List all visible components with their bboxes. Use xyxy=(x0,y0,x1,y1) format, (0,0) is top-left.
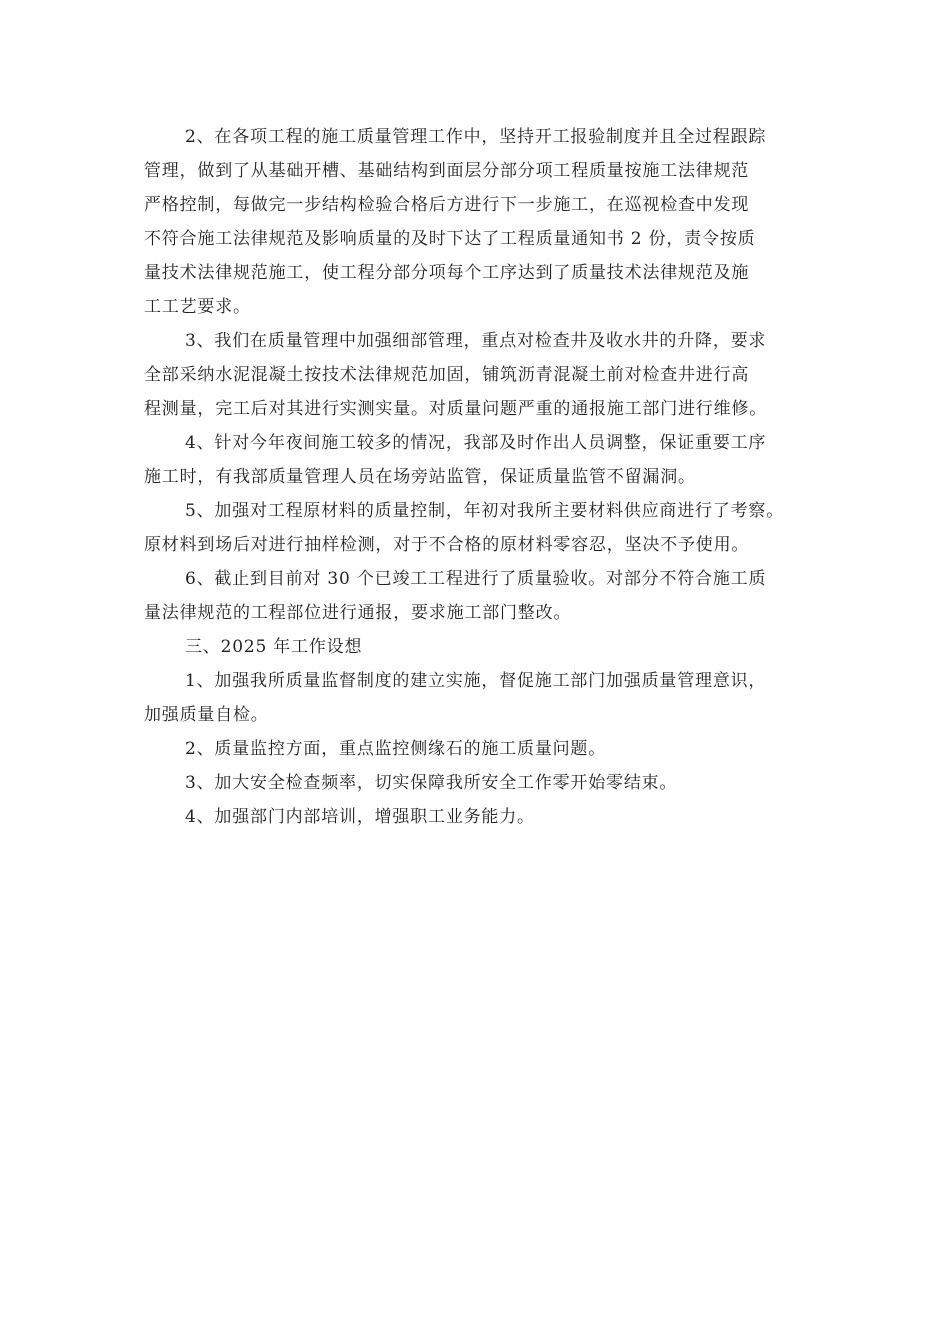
text-line: 2、质量监控方面，重点监控侧缘石的施工质量问题。 xyxy=(185,739,607,759)
text-line: 量技术法律规范施工，使工程分部分项每个工序达到了质量技术法律规范及施 xyxy=(144,263,750,283)
text-line: 6、截止到目前对 30 个已竣工工程进行了质量验收。对部分不符合施工质 xyxy=(185,569,767,589)
text-line: 管理，做到了从基础开槽、基础结构到面层分部分项工程质量按施工法律规范 xyxy=(144,161,750,181)
text-line: 全部采纳水泥混凝土按技术法律规范加固，铺筑沥青混凝土前对检查井进行高 xyxy=(144,365,750,385)
document-body xyxy=(144,120,824,834)
text-line: 4、针对今年夜间施工较多的情况，我部及时作出人员调整，保证重要工序 xyxy=(185,433,767,453)
text-line: 工工艺要求。 xyxy=(144,297,251,317)
text-line: 量法律规范的工程部位进行通报，要求施工部门整改。 xyxy=(144,603,572,623)
text-line: 不符合施工法律规范及影响质量的及时下达了工程质量通知书 2 份，责令按质 xyxy=(144,229,756,249)
text-line: 加强质量自检。 xyxy=(144,705,269,725)
text-line: 3、加大安全检查频率，切实保障我所安全工作零开始零结束。 xyxy=(185,773,678,793)
text-line: 4、加强部门内部培训，增强职工业务能力。 xyxy=(185,807,535,827)
text-line: 严格控制，每做完一步结构检验合格后方进行下一步施工，在巡视检查中发现 xyxy=(144,195,750,215)
section-heading: 三、2025 年工作设想 xyxy=(185,637,363,657)
text-line: 施工时，有我部质量管理人员在场旁站监管，保证质量监管不留漏洞。 xyxy=(144,467,696,487)
text-line: 程测量，完工后对其进行实测实量。对质量问题严重的通报施工部门进行维修。 xyxy=(144,399,767,419)
text-line: 5、加强对工程原材料的质量控制，年初对我所主要材料供应商进行了考察。 xyxy=(185,501,785,521)
text-line: 3、我们在质量管理中加强细部管理，重点对检查井及收水井的升降，要求 xyxy=(185,331,767,351)
text-line: 原材料到场后对进行抽样检测，对于不合格的原材料零容忍，坚决不予使用。 xyxy=(144,535,750,555)
text-line: 2、在各项工程的施工质量管理工作中，坚持开工报验制度并且全过程跟踪 xyxy=(185,127,767,147)
text-line: 1、加强我所质量监督制度的建立实施，督促施工部门加强质量管理意识， xyxy=(185,671,767,691)
